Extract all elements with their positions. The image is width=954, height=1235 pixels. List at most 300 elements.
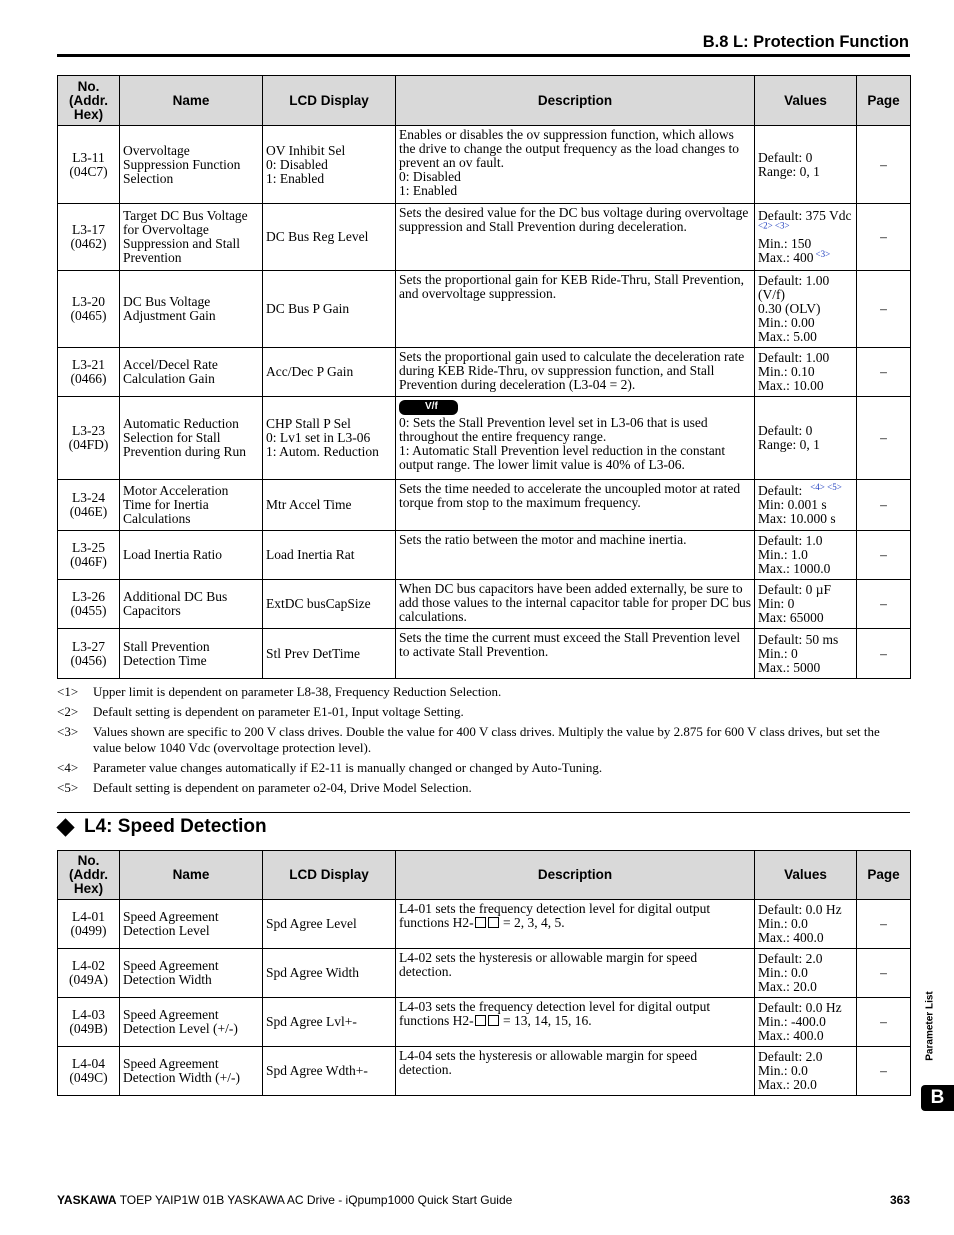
value-line <box>758 330 853 344</box>
description-line: Sets the time needed to accelerate the uncoupled motor at rated torque from stop to the maximum frequency. <box>399 481 741 510</box>
value-text: Max.: 5000 <box>758 659 821 675</box>
footnote <box>57 704 910 720</box>
footnote-text: Parameter value changes automatically if E2-11 is manually changed or changed by Auto-Tuning. <box>93 759 603 775</box>
value-line <box>758 316 853 330</box>
page-ref-cell: – <box>857 480 911 531</box>
description-text: L4-04 sets the hysteresis or allowable margin for speed detection. <box>399 1048 698 1077</box>
value-line <box>758 248 853 265</box>
param-number: L3-11 <box>72 149 105 165</box>
footnote-text: Default setting is dependent on parameter E1-01, Input voltage Setting. <box>93 704 464 719</box>
values-cell <box>755 629 857 679</box>
value-line: Min.: 0.0 <box>758 916 808 931</box>
column-header: LCD Display <box>263 851 396 900</box>
param-name-line: Adjustment Gain <box>123 308 216 323</box>
section-title-text: L4: Speed Detection <box>84 816 267 837</box>
value-line <box>758 633 853 647</box>
column-header: Page <box>857 76 911 126</box>
description-line: Sets the desired value for the DC bus voltage during overvoltage suppression and Stall Prevention during deceleration. <box>399 205 749 234</box>
param-name-cell <box>120 949 263 998</box>
param-number: L3-27 <box>72 638 105 654</box>
values-cell <box>755 580 857 629</box>
param-name-line: Prevention during Run <box>123 444 246 459</box>
column-header: Page <box>857 851 911 900</box>
param-number-cell <box>58 271 120 348</box>
table-row <box>58 949 911 998</box>
value-line <box>758 661 853 675</box>
param-number: L4-03 <box>72 1007 105 1022</box>
value-line <box>758 220 853 237</box>
value-line <box>758 438 853 452</box>
param-name-line: Target DC Bus Voltage <box>123 208 248 223</box>
header-rule <box>57 54 910 57</box>
param-address: (04C7) <box>69 163 108 179</box>
description-cell <box>396 900 755 949</box>
param-name-line: Suppression and Stall <box>123 236 240 251</box>
value-line <box>758 288 853 302</box>
footnote-tag: <5> <box>57 779 79 795</box>
description-cell <box>396 271 755 348</box>
description-cell <box>396 348 755 397</box>
footer-doc-title: TOEP YAIP1W 01B YASKAWA AC Drive - iQpump1000 Quick Start Guide <box>116 1193 513 1207</box>
footnote-tag: <3> <box>57 724 79 739</box>
param-number: L3-24 <box>72 490 105 505</box>
page-footer <box>57 1193 910 1207</box>
description-text: = 2, 3, 4, 5. <box>499 915 565 930</box>
footnote-ref: <4> <5> <box>810 481 842 492</box>
value-text: Default: 0 <box>758 149 813 165</box>
footnote-text: Default setting is dependent on parameter o2-04, Drive Model Selection. <box>93 779 472 795</box>
param-address: (0465) <box>70 308 107 323</box>
table-row <box>58 126 911 204</box>
column-header: Values <box>755 76 857 126</box>
value-line <box>758 498 853 512</box>
vf-control-badge: V/f <box>399 400 458 415</box>
lcd-display-line: Spd Agree Wdth+- <box>266 1063 368 1078</box>
value-text: (V/f) <box>758 287 785 302</box>
value-text: 0.30 (OLV) <box>758 301 821 316</box>
footnote-tag: <1> <box>57 684 79 699</box>
lcd-display-cell <box>263 900 396 949</box>
value-text: Range: 0, 1 <box>758 163 820 179</box>
param-name-line: Detection Width (+/-) <box>123 1070 241 1085</box>
section-title-l4 <box>57 816 267 838</box>
lcd-display-cell <box>263 1047 396 1096</box>
placeholder-box-icon <box>488 1015 499 1026</box>
lcd-display-cell <box>263 531 396 580</box>
value-text: Default: 0 µF <box>758 582 832 597</box>
table-row <box>58 900 911 949</box>
param-name-line: for Overvoltage <box>123 222 209 237</box>
lcd-display-line: Spd Agree Lvl+- <box>266 1014 357 1029</box>
lcd-display-cell <box>263 580 396 629</box>
param-name-cell <box>120 1047 263 1096</box>
param-number-cell <box>58 949 120 998</box>
param-name-line: Detection Width <box>123 972 212 987</box>
lcd-display-cell <box>263 480 396 531</box>
table-row <box>58 204 911 271</box>
param-name-line: Stall Prevention <box>123 638 210 654</box>
param-name-line: Selection for Stall <box>123 430 221 445</box>
param-name-cell <box>120 348 263 397</box>
page-ref-cell: – <box>857 531 911 580</box>
values-cell <box>755 1047 857 1096</box>
value-text: Default: 375 Vdc <box>758 208 852 223</box>
page-ref-cell: – <box>857 629 911 679</box>
value-line: Max.: 400.0 <box>758 930 824 945</box>
lcd-display-line: DC Bus Reg Level <box>266 229 369 244</box>
table-header-row <box>58 76 911 126</box>
param-name-line: Load Inertia Ratio <box>123 547 222 562</box>
value-line: Max.: 20.0 <box>758 1077 817 1092</box>
lcd-display-cell <box>263 949 396 998</box>
value-text: Min: 0 <box>758 596 795 611</box>
column-header: No. (Addr. Hex) <box>58 76 120 126</box>
value-line: Default: 2.0 <box>758 1049 823 1064</box>
chapter-tab-b[interactable]: B <box>921 1085 954 1111</box>
placeholder-box-icon <box>475 917 486 928</box>
param-name-line: Calculation Gain <box>123 371 215 386</box>
param-number: L3-23 <box>72 423 105 438</box>
value-line <box>758 611 853 625</box>
lcd-display-line: Spd Agree Width <box>266 965 359 980</box>
param-number-cell <box>58 531 120 580</box>
page-ref-cell: – <box>857 949 911 998</box>
description-line: 1: Enabled <box>399 183 458 198</box>
values-cell <box>755 126 857 204</box>
column-header: Name <box>120 851 263 900</box>
value-text: Default: 1.00 <box>758 273 830 288</box>
param-number-cell <box>58 580 120 629</box>
value-text: Default: 0 <box>758 423 813 438</box>
lcd-display-line: Load Inertia Rat <box>266 547 355 562</box>
footnote-tag: <2> <box>57 704 79 719</box>
page-ref-cell: – <box>857 271 911 348</box>
value-line: Default: 0.0 Hz <box>758 1000 842 1015</box>
lcd-display-line: 0: Lv1 set in L3-06 <box>266 430 371 445</box>
description-cell <box>396 580 755 629</box>
param-name-line: Capacitors <box>123 603 181 618</box>
lcd-display-line: Acc/Dec P Gain <box>266 364 354 379</box>
param-name-line: Prevention <box>123 250 182 265</box>
param-name-line: Speed Agreement <box>123 1056 219 1071</box>
values-cell <box>755 348 857 397</box>
value-text: Min.: 0.00 <box>758 315 815 330</box>
values-cell <box>755 531 857 580</box>
page-ref-cell: – <box>857 126 911 204</box>
lcd-display-line: CHP Stall P Sel <box>266 416 351 431</box>
param-name-line: Speed Agreement <box>123 1007 219 1022</box>
sidebar-chapter-label: Parameter List <box>924 991 936 1061</box>
param-address: (046F) <box>70 554 107 569</box>
value-text: Min.: 1.0 <box>758 547 808 562</box>
column-header: LCD Display <box>263 76 396 126</box>
lcd-display-line: Spd Agree Level <box>266 916 357 931</box>
param-address: (04FD) <box>68 437 109 452</box>
description-cell <box>396 204 755 271</box>
section-rule <box>57 812 910 813</box>
param-number: L4-02 <box>72 958 105 973</box>
footnotes <box>57 684 910 800</box>
table-row <box>58 998 911 1047</box>
value-line <box>758 583 853 597</box>
placeholder-box-icon <box>488 917 499 928</box>
description-text: L4-01 sets the frequency detection level for digital output functions H2- <box>399 901 711 930</box>
description-line: Sets the ratio between the motor and machine inertia. <box>399 532 687 547</box>
param-number-cell <box>58 126 120 204</box>
value-line: Min.: 0.0 <box>758 965 808 980</box>
value-text: Max.: 400 <box>758 250 814 265</box>
description-line: Sets the proportional gain for KEB Ride-Thru, Stall Prevention, and overvoltage suppression. <box>399 272 744 301</box>
param-number: L3-21 <box>72 357 105 372</box>
param-number-cell <box>58 204 120 271</box>
lcd-display-line: 1: Enabled <box>266 170 325 186</box>
values-cell <box>755 900 857 949</box>
page-ref-cell: – <box>857 348 911 397</box>
value-line <box>758 534 853 548</box>
value-text: Min.: 0.10 <box>758 364 815 379</box>
footnote-ref: <3> <box>815 248 831 259</box>
param-name-line: Detection Time <box>123 652 207 668</box>
values-cell <box>755 271 857 348</box>
param-name-cell <box>120 629 263 679</box>
value-text: Max.: 1000.0 <box>758 561 831 576</box>
lcd-display-cell <box>263 126 396 204</box>
value-line: Min.: 0.0 <box>758 1063 808 1078</box>
values-cell <box>755 480 857 531</box>
table-row <box>58 271 911 348</box>
param-address: (046E) <box>69 504 108 519</box>
value-line <box>758 481 853 498</box>
param-name-cell <box>120 900 263 949</box>
param-name-line: Detection Level <box>123 923 210 938</box>
param-number-cell <box>58 998 120 1047</box>
footnote-tag: <4> <box>57 759 79 775</box>
value-text: Max: 10.000 s <box>758 511 836 526</box>
values-cell <box>755 949 857 998</box>
param-name-cell <box>120 397 263 480</box>
param-address: (049B) <box>69 1021 108 1036</box>
column-header: Name <box>120 76 263 126</box>
diamond-bullet-icon <box>56 818 74 836</box>
lcd-display-line: OV Inhibit Sel <box>266 142 346 158</box>
description-text: L4-03 sets the frequency detection level for digital output functions H2- <box>399 999 711 1028</box>
column-header: Description <box>396 76 755 126</box>
lcd-display-cell <box>263 271 396 348</box>
lcd-display-line: 1: Autom. Reduction <box>266 444 379 459</box>
lcd-display-line: Stl Prev DetTime <box>266 645 361 661</box>
description-line: Enables or disables the ov suppression function, which allows the drive to change the output frequency as the load changes to prevent an ov fault. <box>399 127 740 170</box>
param-number-cell <box>58 1047 120 1096</box>
value-text: Min.: 0 <box>758 645 798 661</box>
param-number: L3-25 <box>72 540 105 555</box>
table-row <box>58 531 911 580</box>
param-name-line: Automatic Reduction <box>123 416 239 431</box>
param-name-line: Additional DC Bus <box>123 589 228 604</box>
value-text: Min: 0.001 s <box>758 497 827 512</box>
value-line <box>758 274 853 288</box>
description-line: When DC bus capacitors have been added externally, be sure to add those values to the internal capacitor table for proper DC bus calculations. <box>399 581 752 624</box>
param-number-cell <box>58 480 120 531</box>
param-name-cell <box>120 126 263 204</box>
table-row <box>58 397 911 480</box>
param-name-line: Motor Acceleration <box>123 483 229 498</box>
table-row <box>58 480 911 531</box>
value-line <box>758 302 853 316</box>
value-line <box>758 365 853 379</box>
description-line: Sets the proportional gain used to calculate the deceleration rate during KEB Ride-Thru, ov suppression function, and Stall Prevention during deceleration (L3-04 = 2). <box>399 349 745 392</box>
value-line: Default: 0.0 Hz <box>758 902 842 917</box>
param-name-cell <box>120 998 263 1047</box>
value-line <box>758 237 853 251</box>
value-line <box>758 424 853 438</box>
footnote-ref: <2> <3> <box>758 220 790 231</box>
page-ref-cell: – <box>857 580 911 629</box>
param-number: L3-26 <box>72 589 105 604</box>
param-name-line: Overvoltage <box>123 142 190 158</box>
value-line <box>758 351 853 365</box>
values-cell <box>755 397 857 480</box>
param-address: (0466) <box>70 371 107 386</box>
description-line: 0: Sets the Stall Prevention level set in L3-06 that is used throughout the entire frequency range. <box>399 415 708 444</box>
param-number: L4-01 <box>72 909 105 924</box>
value-line <box>758 165 853 179</box>
lcd-display-line: ExtDC busCapSize <box>266 596 371 611</box>
param-name-line: DC Bus Voltage <box>123 294 211 309</box>
lcd-display-line: DC Bus P Gain <box>266 301 350 316</box>
page-ref-cell: – <box>857 204 911 271</box>
description-line: 0: Disabled <box>399 169 461 184</box>
value-line <box>758 548 853 562</box>
value-line <box>758 379 853 393</box>
value-line <box>758 512 853 526</box>
param-number: L4-04 <box>72 1056 105 1071</box>
description-line: Sets the time the current must exceed the Stall Prevention level to activate Stall Prevention. <box>399 630 741 659</box>
value-line: Default: 2.0 <box>758 951 823 966</box>
description-cell <box>396 1047 755 1096</box>
page-ref-cell: – <box>857 900 911 949</box>
param-number-cell <box>58 900 120 949</box>
value-text: Range: 0, 1 <box>758 437 820 452</box>
param-number-cell <box>58 397 120 480</box>
param-address: (049A) <box>69 972 108 987</box>
param-name-line: Speed Agreement <box>123 958 219 973</box>
value-text: Default: 1.00 <box>758 350 830 365</box>
param-name-line: Detection Level (+/-) <box>123 1021 238 1036</box>
value-line: Max.: 20.0 <box>758 979 817 994</box>
value-line <box>758 597 853 611</box>
value-text: Min.: 150 <box>758 236 812 251</box>
value-line: Min.: -400.0 <box>758 1014 826 1029</box>
footnote <box>57 780 910 796</box>
value-text: Max.: 5.00 <box>758 329 817 344</box>
param-name-line: Selection <box>123 170 174 186</box>
param-name-line: Calculations <box>123 511 191 526</box>
param-name-cell <box>120 531 263 580</box>
lcd-display-line: 0: Disabled <box>266 156 328 172</box>
param-name-line: Speed Agreement <box>123 909 219 924</box>
param-name-cell <box>120 271 263 348</box>
description-text: = 13, 14, 15, 16. <box>499 1013 592 1028</box>
description-cell <box>396 998 755 1047</box>
column-header: Description <box>396 851 755 900</box>
description-cell <box>396 629 755 679</box>
param-name-line: Suppression Function <box>123 156 241 172</box>
footnote-text: Upper limit is dependent on parameter L8-38, Frequency Reduction Selection. <box>93 684 502 699</box>
description-cell <box>396 949 755 998</box>
page-ref-cell: – <box>857 998 911 1047</box>
lcd-display-cell <box>263 204 396 271</box>
footnote <box>57 684 910 700</box>
column-header: Values <box>755 851 857 900</box>
value-line <box>758 562 853 576</box>
page-number: 363 <box>889 1193 910 1207</box>
description-cell <box>396 126 755 204</box>
value-line: Max.: 400.0 <box>758 1028 824 1043</box>
description-cell <box>396 531 755 580</box>
value-text: Default: 1.0 <box>758 533 823 548</box>
values-cell <box>755 998 857 1047</box>
param-number: L3-20 <box>72 294 105 309</box>
value-text: Max: 65000 <box>758 610 824 625</box>
values-cell <box>755 204 857 271</box>
description-text: L4-02 sets the hysteresis or allowable margin for speed detection. <box>399 950 698 979</box>
value-line <box>758 647 853 661</box>
lcd-display-line: Mtr Accel Time <box>266 497 352 512</box>
column-header: No. (Addr. Hex) <box>58 851 120 900</box>
parameter-table-l4 <box>57 850 911 1096</box>
section-header-title: B.8 L: Protection Function <box>702 33 909 51</box>
table-row <box>58 348 911 397</box>
value-line <box>758 151 853 165</box>
table-row <box>58 1047 911 1096</box>
lcd-display-cell <box>263 397 396 480</box>
table-row <box>58 580 911 629</box>
param-number-cell <box>58 629 120 679</box>
value-text: Default: <box>758 483 803 498</box>
param-name-line: Time for Inertia <box>123 497 209 512</box>
page-ref-cell: – <box>857 1047 911 1096</box>
table-row <box>58 629 911 679</box>
param-name-line: Accel/Decel Rate <box>123 357 218 372</box>
description-cell <box>396 397 755 480</box>
param-address: (0462) <box>70 236 107 251</box>
description-cell <box>396 480 755 531</box>
footnote-text: Values shown are specific to 200 V class drives. Double the value for 400 V class drives. Multiply the value by 2.875 for 600 V class drives, but set the value below 1040 Vdc (overvoltage protection level). <box>93 724 880 755</box>
value-text: Max.: 10.00 <box>758 378 824 393</box>
footnote <box>57 760 910 776</box>
param-number: L3-17 <box>72 222 105 237</box>
param-address: (0456) <box>70 652 107 668</box>
table-header-row <box>58 851 911 900</box>
parameter-table-l3 <box>57 75 911 679</box>
param-address: (0499) <box>70 923 107 938</box>
param-address: (0455) <box>70 603 107 618</box>
param-address: (049C) <box>69 1070 108 1085</box>
param-name-cell <box>120 204 263 271</box>
param-name-cell <box>120 580 263 629</box>
lcd-display-cell <box>263 348 396 397</box>
description-line: 1: Automatic Stall Prevention level reduction in the constant output range. The lower limit value is 40% of L3-06. <box>399 443 726 472</box>
page-ref-cell: – <box>857 397 911 480</box>
lcd-display-cell <box>263 629 396 679</box>
param-number-cell <box>58 348 120 397</box>
footer-brand: YASKAWA <box>57 1193 117 1207</box>
footnote <box>57 724 910 755</box>
lcd-display-cell <box>263 998 396 1047</box>
placeholder-box-icon <box>475 1015 486 1026</box>
param-name-cell <box>120 480 263 531</box>
value-text: Default: 50 ms <box>758 631 839 647</box>
